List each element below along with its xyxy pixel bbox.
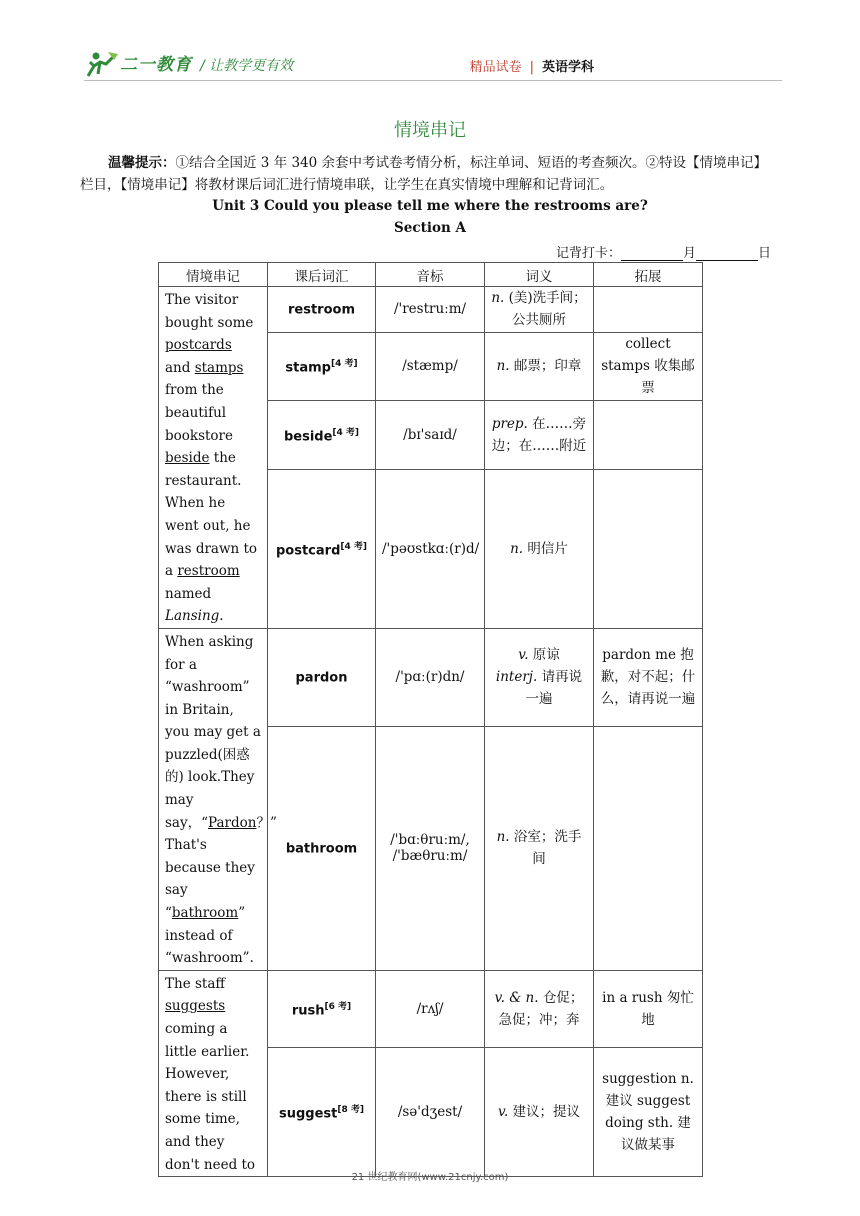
header-meaning: 词义	[485, 263, 594, 287]
phonetic-cell: /sə'dʒest/	[376, 1047, 485, 1176]
checkin-label: 记背打卡：	[556, 246, 622, 261]
phonetic-cell: /'restruːm/	[376, 287, 485, 333]
page-footer: 21 世纪教育网(www.21cnjy.com)	[351, 1172, 509, 1183]
extension-cell	[594, 287, 703, 333]
extension-cell: in a rush 匆忙地	[594, 970, 703, 1047]
tag-subject: 英语学科	[541, 60, 594, 75]
tag-separator: |	[529, 60, 534, 75]
header-word: 课后词汇	[268, 263, 376, 287]
meaning-cell: v. 建议；提议	[485, 1047, 594, 1176]
checkin-month: 月	[683, 246, 697, 261]
header-story: 情境串记	[159, 263, 268, 287]
checkin-day: 日	[758, 246, 772, 261]
vocab-table	[158, 262, 703, 1177]
word-cell: bathroom	[268, 726, 376, 970]
page-header	[84, 44, 784, 84]
page-title: 情境串记	[394, 120, 466, 141]
unit-title: Unit 3 Could you please tell me where the restrooms are?	[212, 198, 648, 214]
meaning-cell: v. & n. 仓促；急促；冲；奔	[485, 970, 594, 1047]
word-cell: beside[4 考]	[268, 400, 376, 469]
phonetic-cell: /'pəʊstkɑː(r)d/	[376, 469, 485, 628]
subject-tags	[470, 56, 594, 75]
extension-cell	[594, 726, 703, 970]
tip-text: ①结合全国近 3 年 340 余套中考试卷考情分析，标注单词、短语的考查频次。②特设【情境串记】栏目，【情境串记】将教材课后词汇进行情境串联，让学生在真实情境中理解和记背词汇。	[80, 155, 768, 193]
table-row	[159, 628, 703, 726]
extension-cell	[594, 469, 703, 628]
phonetic-cell: /rʌʃ/	[376, 970, 485, 1047]
tag-premium: 精品试卷	[469, 60, 522, 75]
month-blank[interactable]	[621, 248, 683, 261]
header-phonetic: 音标	[376, 263, 485, 287]
meaning-cell: n. 邮票；印章	[485, 332, 594, 400]
meaning-cell: n. (美)洗手间；公共厕所	[485, 287, 594, 333]
header-extension: 拓展	[594, 263, 703, 287]
section-title: Section A	[394, 220, 466, 236]
phonetic-cell: /'bɑːθruːm/, /'bæθruːm/	[376, 726, 485, 970]
word-cell: postcard[4 考]	[268, 469, 376, 628]
meaning-cell: n. 明信片	[485, 469, 594, 628]
word-cell: pardon	[268, 628, 376, 726]
day-blank[interactable]	[696, 248, 758, 261]
word-cell: suggest[8 考]	[268, 1047, 376, 1176]
story-cell: When asking for a “washroom” in Britain, you may get a puzzled(困惑的) look.They may say，“Pardon？” That's because they say “bathroom” instead of “washroom”.	[159, 628, 268, 970]
meaning-cell: v. 原谅 interj. 请再说一遍	[485, 628, 594, 726]
tip-label: 温馨提示：	[108, 155, 176, 171]
phonetic-cell: /bɪ'saɪd/	[376, 400, 485, 469]
table-row	[159, 287, 703, 333]
tip-paragraph	[80, 152, 780, 196]
meaning-cell: prep. 在……旁边；在……附近	[485, 400, 594, 469]
table-row	[159, 970, 703, 1047]
extension-cell: pardon me 抱歉，对不起；什么，请再说一遍	[594, 628, 703, 726]
extension-cell	[594, 400, 703, 469]
checkin-line	[556, 242, 771, 261]
story-cell: The staff suggests coming a little earlier. However, there is still some time, and they don't need to	[159, 970, 268, 1176]
header-divider	[84, 80, 782, 81]
word-cell: restroom	[268, 287, 376, 333]
word-cell: rush[6 考]	[268, 970, 376, 1047]
extension-cell: suggestion n. 建议 suggest doing sth. 建议做某事	[594, 1047, 703, 1176]
phonetic-cell: /stæmp/	[376, 332, 485, 400]
extension-cell: collect stamps 收集邮票	[594, 332, 703, 400]
story-cell: The visitor bought some postcards and stamps from the beautiful bookstore beside the restaurant. When he went out, he was drawn to a restroom named Lansing.	[159, 287, 268, 629]
meaning-cell: n. 浴室；洗手间	[485, 726, 594, 970]
phonetic-cell: /'pɑː(r)dn/	[376, 628, 485, 726]
table-header-row	[159, 263, 703, 287]
logo-text: 二一教育	[120, 55, 192, 75]
word-cell: stamp[4 考]	[268, 332, 376, 400]
slogan: / 让教学更有效	[200, 58, 294, 74]
